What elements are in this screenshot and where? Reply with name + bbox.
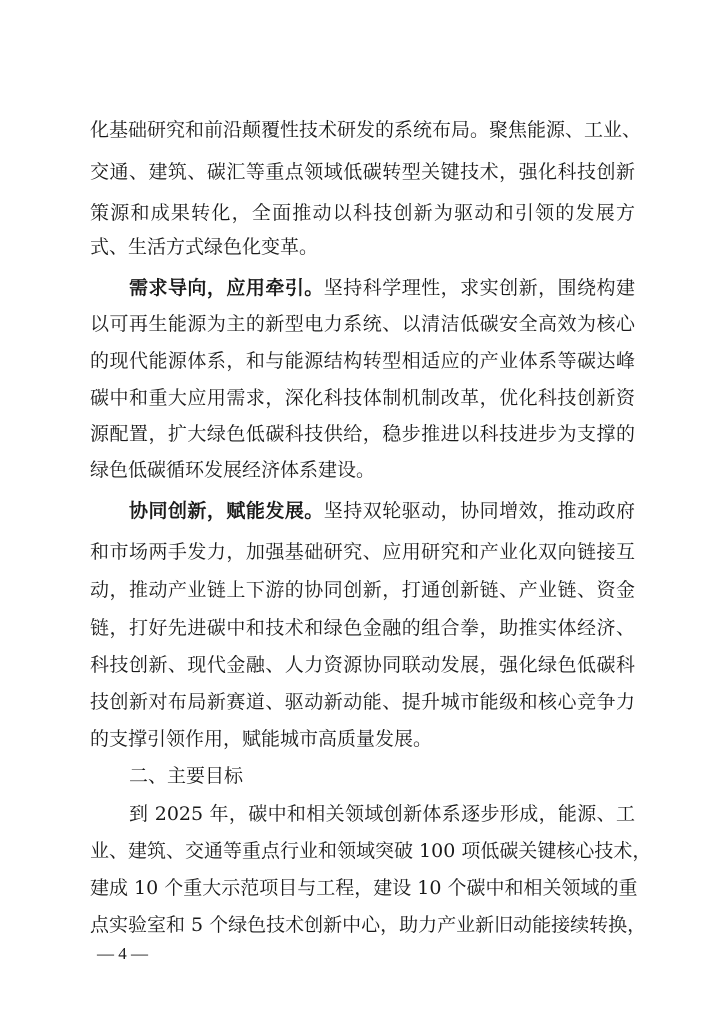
paragraph-first-line — [129, 498, 635, 524]
paragraph-line: 绿色低碳循环发展经济体系建设。 — [90, 459, 376, 481]
paragraph-line: 科技创新、现代金融、人力资源协同联动发展，强化绿色低碳科 — [90, 654, 635, 676]
section-title: 二、主要目标 — [129, 765, 244, 787]
paragraph-heading: 协同创新，赋能发展。 — [129, 500, 324, 522]
paragraph-text: 坚持双轮驱动，协同增效，推动政府 — [323, 500, 635, 522]
paragraph-line: 到 2025 年，碳中和相关领域创新体系逐步形成，能源、工 — [129, 803, 635, 825]
paragraph-heading: 需求导向，应用牵引。 — [129, 277, 324, 299]
paragraph-line: 以可再生能源为主的新型电力系统、以清洁低碳安全高效为核心 — [90, 313, 635, 335]
paragraph-line: 的支撑引领作用，赋能城市高质量发展。 — [90, 728, 433, 750]
paragraph-line: 化基础研究和前沿颠覆性技术研发的系统布局。聚焦能源、工业、 — [90, 119, 642, 141]
paragraph-line: 点实验室和 5 个绿色技术创新中心，助力产业新旧动能接续转换， — [90, 914, 647, 936]
paragraph-line: 策源和成果转化，全面推动以科技创新为驱动和引领的发展方 — [90, 202, 635, 224]
paragraph-line: 碳中和重大应用需求，深化科技体制机制改革，优化科技创新资 — [90, 387, 635, 409]
paragraph-line: 和市场两手发力，加强基础研究、应用研究和产业化双向链接互 — [90, 541, 635, 563]
paragraph-first-line — [129, 275, 635, 301]
paragraph-text: 坚持科学理性，求实创新，围绕构建 — [323, 277, 635, 299]
page-number: — 4 — — [97, 944, 148, 963]
paragraph-line: 业、建筑、交通等重点行业和领域突破 100 项低碳关键核心技术， — [90, 840, 652, 862]
paragraph-line: 源配置，扩大绿色低碳科技供给，稳步推进以科技进步为支撑的 — [90, 423, 635, 445]
paragraph-line: 交通、建筑、碳汇等重点领域低碳转型关键技术，强化科技创新 — [90, 161, 635, 183]
paragraph-line: 的现代能源体系，和与能源结构转型相适应的产业体系等碳达峰 — [90, 350, 635, 372]
paragraph-line: 动，推动产业链上下游的协同创新，打通创新链、产业链、资金 — [90, 579, 635, 601]
paragraph-line: 建成 10 个重大示范项目与工程，建设 10 个碳中和相关领域的重 — [90, 877, 638, 899]
paragraph-line: 式、生活方式绿色化变革。 — [90, 236, 319, 258]
paragraph-line: 链，打好先进碳中和技术和绿色金融的组合拳，助推实体经济、 — [90, 617, 635, 639]
paragraph-line: 技创新对布局新赛道、驱动新动能、提升城市能级和核心竞争力 — [90, 691, 635, 713]
